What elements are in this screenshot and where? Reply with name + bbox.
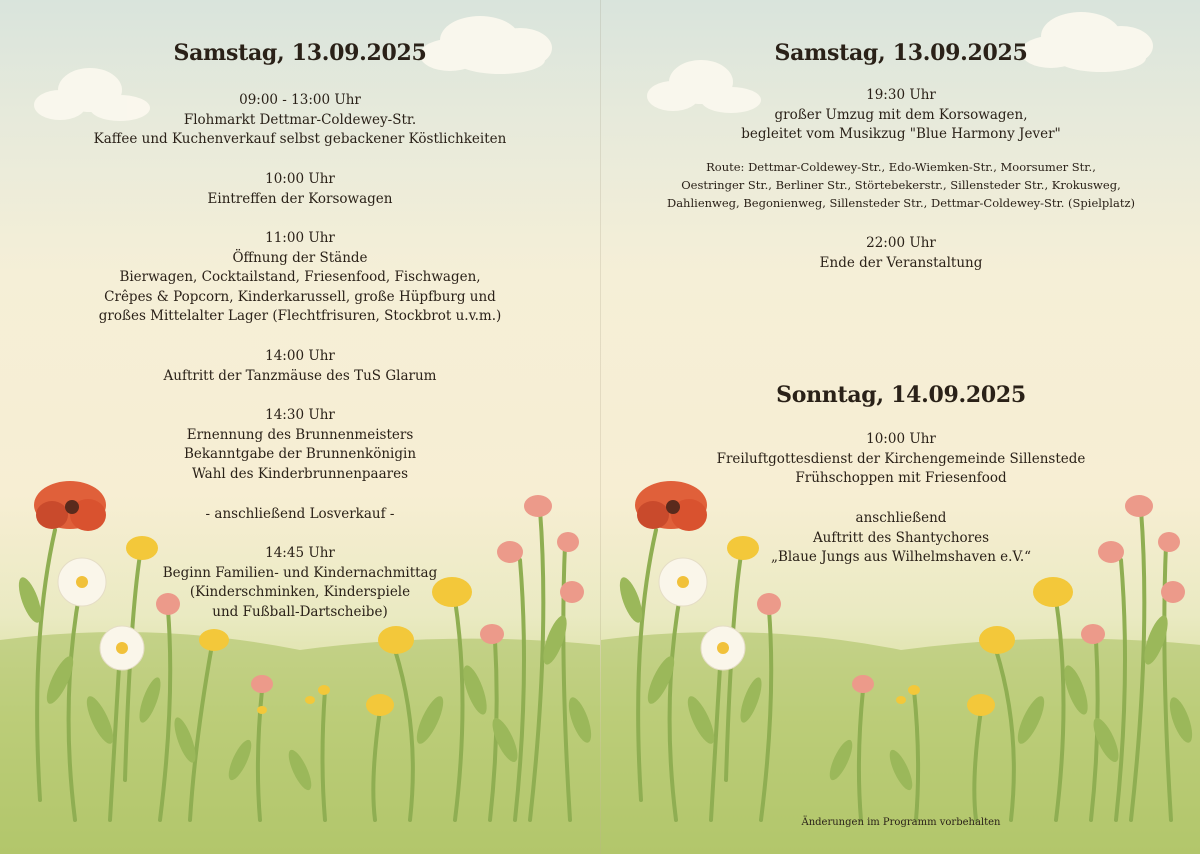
- footer-note: Änderungen im Programm vorbehalten: [801, 817, 1001, 828]
- event-time: 10:00 Uhr: [265, 171, 335, 187]
- event-line: begleitet vom Musikzug "Blue Harmony Jever": [741, 126, 1061, 142]
- event-time: 14:30 Uhr: [265, 407, 335, 423]
- event-parade: [601, 86, 1200, 145]
- daisy-icon: [701, 626, 745, 670]
- event-end: [601, 234, 1200, 273]
- event-church-service: [601, 430, 1200, 489]
- event-line: Flohmarkt Dettmar-Coldewey-Str.: [183, 111, 417, 128]
- event-line: großes Mittelalter Lager (Flechtfrisuren, Stockbrot u.v.m.): [98, 308, 502, 324]
- event-line: Freiluftgottesdienst der Kirchengemeinde Sillenstede: [716, 450, 1086, 467]
- event-line: großer Umzug mit dem Korsowagen,: [774, 106, 1028, 123]
- event-time: 14:45 Uhr: [265, 545, 335, 561]
- route-line: Route: Dettmar-Coldewey-Str., Edo-Wiemken-Str., Moorsumer Str.,: [706, 160, 1096, 174]
- event-line: Kaffee und Kuchenverkauf selbst gebackener Köstlichkeiten: [93, 131, 507, 147]
- event-stalls-opening: [0, 229, 600, 327]
- route-line: Oestringer Str., Berliner Str., Störtebekerstr., Sillensteder Str., Krokusweg,: [681, 178, 1121, 192]
- event-line: Ende der Veranstaltung: [819, 254, 983, 271]
- saturday-heading: Samstag, 13.09.2025: [774, 40, 1028, 66]
- parade-route: [601, 158, 1200, 212]
- event-line: Öffnung der Stände: [232, 249, 368, 266]
- event-line: Beginn Familien- und Kindernachmittag: [162, 564, 438, 581]
- event-time: anschließend: [855, 510, 947, 526]
- route-line: Dahlienweg, Begonienweg, Sillensteder Str., Dettmar-Coldewey-Str. (Spielplatz): [666, 196, 1135, 210]
- event-line: Bierwagen, Cocktailstand, Friesenfood, Fischwagen,: [119, 269, 481, 285]
- event-line: Auftritt des Shantychores: [812, 529, 990, 546]
- event-line: Ernennung des Brunnenmeisters: [186, 426, 414, 443]
- event-line: Frühschoppen mit Friesenfood: [795, 470, 1007, 486]
- event-time: 19:30 Uhr: [866, 87, 936, 103]
- event-korsowagen-arrival: [0, 170, 600, 209]
- event-line: „Blaue Jungs aus Wilhelmshaven e.V.“: [770, 549, 1032, 565]
- sunday-heading: Sonntag, 14.09.2025: [776, 382, 1026, 408]
- event-line: und Fußball-Dartscheibe): [212, 603, 388, 620]
- event-time: 09:00 - 13:00 Uhr: [239, 92, 361, 108]
- event-dance-performance: [0, 347, 600, 386]
- event-line: Wahl des Kinderbrunnenpaares: [191, 465, 409, 482]
- event-raffle: [0, 505, 600, 525]
- event-line: Eintreffen der Korsowagen: [207, 190, 393, 207]
- event-time: 10:00 Uhr: [866, 431, 936, 447]
- event-line: Bekanntgabe der Brunnenkönigin: [183, 446, 417, 462]
- event-line: Auftritt der Tanzmäuse des TuS Glarum: [163, 367, 437, 384]
- daisy-icon: [100, 626, 144, 670]
- right-page: [600, 0, 1200, 854]
- event-time: - anschließend Losverkauf -: [205, 506, 395, 522]
- event-time: 14:00 Uhr: [265, 348, 335, 364]
- event-time: 11:00 Uhr: [265, 230, 335, 246]
- event-brunnen-ceremony: [0, 406, 600, 484]
- event-flohmarkt: [0, 91, 600, 150]
- event-line: Crêpes & Popcorn, Kinderkarussell, große Hüpfburg und: [104, 288, 496, 305]
- event-shanty-choir: [601, 509, 1200, 568]
- event-time: 22:00 Uhr: [866, 235, 936, 251]
- event-line: (Kinderschminken, Kinderspiele: [189, 584, 411, 600]
- saturday-heading: Samstag, 13.09.2025: [173, 40, 427, 66]
- event-family-afternoon: [0, 544, 600, 622]
